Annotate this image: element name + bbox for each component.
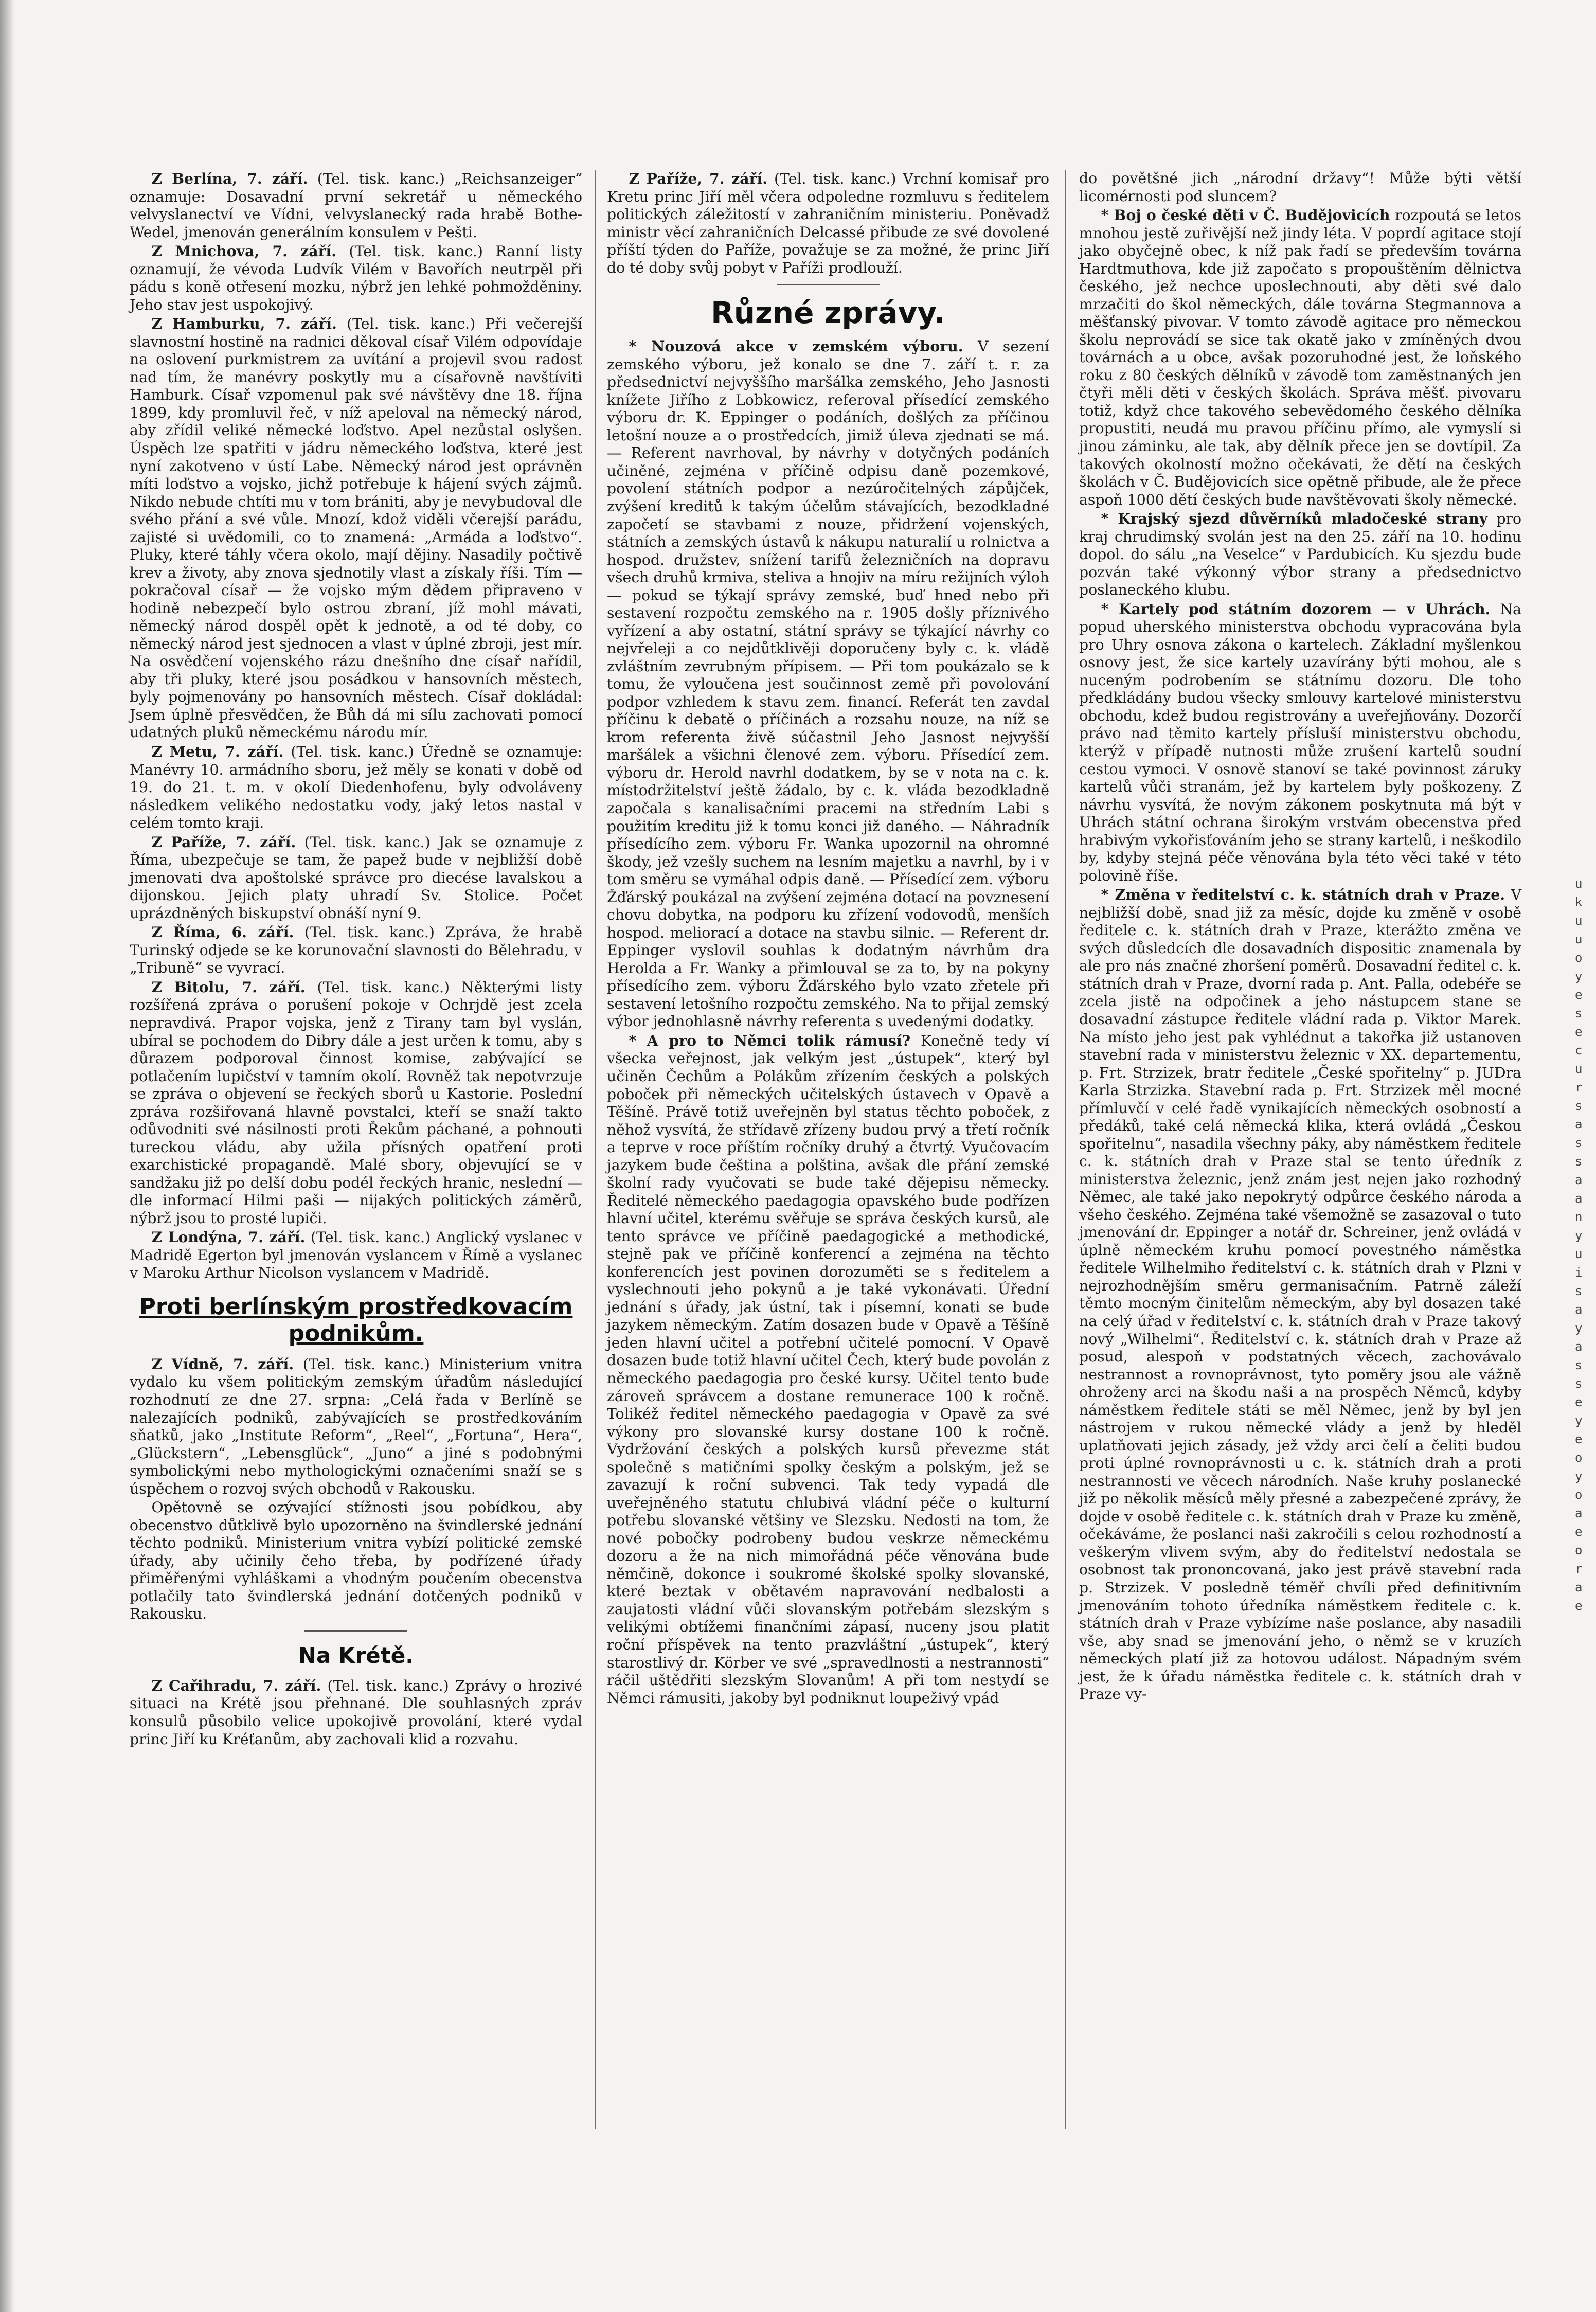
column-1-dispatches bbox=[130, 170, 582, 1282]
paragraph-text: (Tel. tisk. kanc.) Při večerejší slavnostní hostině na radnici děkoval císař Vilém odpovídaje na oslovení purkmistrem za uvítání a projevil svou radost nad tím, že manévry poskytly mu a císařovně navštíviti Hamburk. Císař vzpomenul pak své návštěvy dne 18. října 1899, kdy promluvil řeč, v níž apeloval na německý národ, aby zřídil veliké německé loďstvo. Apel nezůstal oslyšen. Úspěch lze spatřiti v jádru německého loďstva, které jest nyní zakotveno v ústí Labe. Německý národ jest oprávněn míti loďstvo a vojsko, jichž potřebuje k hájení svých zájmů. Nikdo nebude chtíti mu v tom brániti, aby je nevybudoval dle svého přání a své vůle. Mnozí, kdož viděli včerejší parádu, zajisté si uvědomili, co to znamená: „Armáda a loďstvo“. Pluky, které táhly včera okolo, mají dějiny. Nasadily počtivě krev a životy, aby znova sjednotily vlast a získaly říši. Tím — pokračoval císař — že vojsko mým dědem připraveno v hodině nebezpečí bylo ostrou zbraní, jíž mohl mávati, německý národ dospěl opět k jednotě, a od té doby, co německý národ jest sjednocen a vlast v úplné zbroji, jest mír. Na osvědčení vojenského rázu dnešního dne císař nařídil, aby tři pluky, které jsou posádkou v hansovních městech, byly pojmenovány po hansovních městech. Císař dokládal: Jsem úplně přesvědčen, že Bůh dá mi sílu zachovati pomocí udatných pluků německému národu mír. bbox=[130, 315, 582, 741]
edge-letter: y bbox=[1575, 1228, 1583, 1243]
paragraph-text: (Tel. tisk. kanc.) Anglický vyslanec v Madridě Egerton byl jmenován vyslancem v Římě a vyslanec v Maroku Arthur Nicolson vyslancem v Madridě. bbox=[130, 1229, 582, 1282]
article-paragraph bbox=[130, 1355, 582, 1498]
article-paragraph bbox=[1079, 886, 1521, 1703]
edge-letter: a bbox=[1575, 1580, 1583, 1594]
edge-letter: e bbox=[1575, 988, 1583, 1002]
edge-letter: e bbox=[1575, 1599, 1583, 1613]
edge-letter: a bbox=[1575, 1339, 1583, 1354]
dateline: * Krajský sjezd důvěrníků mladočeské strany bbox=[1101, 510, 1488, 528]
article-paragraph bbox=[130, 833, 582, 923]
dateline: Z Říma, 6. září. bbox=[151, 923, 294, 941]
section-divider bbox=[777, 284, 880, 285]
paragraph-text: (Tel. tisk. kanc.) Úředně se oznamuje: Manévry 10. armádního sboru, jež měly se konati v době od 19. do 21. t. m. v okolí Diedenhofenu, byly odvoláveny následkem velikého nedostatku vody, jaký letos nastal v celém tomto kraji. bbox=[130, 743, 582, 832]
column-1 bbox=[130, 170, 582, 1749]
edge-letter: s bbox=[1575, 1099, 1583, 1113]
heading-various-news: Různé zprávy. bbox=[711, 295, 945, 331]
heading-crete: Na Krétě. bbox=[298, 1642, 414, 1668]
dateline: Z Mnichova, 7. září. bbox=[151, 242, 337, 260]
scan-edge bbox=[0, 0, 14, 2312]
dateline: * Kartely pod státním dozorem — v Uhrách. bbox=[1101, 600, 1491, 618]
edge-letter: a bbox=[1575, 1173, 1583, 1187]
paragraph-text: (Tel. tisk. kanc.) Ranní listy oznamují, že vévoda Ludvík Vilém v Bavořích neutrpěl při pádu s koně otřesení mozku, nýbrž jen lehké pohmožděniny. Jeho stav jest uspokojivý. bbox=[130, 243, 582, 313]
edge-letter: a bbox=[1575, 1506, 1583, 1520]
edge-letter: u bbox=[1575, 913, 1583, 928]
edge-letter: s bbox=[1575, 1136, 1583, 1150]
edge-letter: s bbox=[1575, 1006, 1583, 1020]
article-paragraph bbox=[1079, 510, 1521, 599]
edge-letter: y bbox=[1575, 1413, 1583, 1428]
dateline: Z Berlína, 7. září. bbox=[151, 170, 308, 187]
paragraph-text: rozpoutá se letos mnohou jestě zuřivější než jindy léta. V poprdí agitace stojí jako obyčejně obec, k níž pak řadí se především továrna Hardtmuthova, kde již započato s propouštěním dělnictva českého, jež nechce uposlechnouti, aby děti své dalo mrzačiti do škol německých, dále továrna Stegmannova a měšťanský pivovar. V tomto závodě agitace pro německou školu neprovádí se sice tak okatě jako v zmíněných dvou továrnách a u obce, avšak pozoruhodné jest, že loňského roku z 80 českých dělníků v závodě tom zaměstnaných jen čtyři měli děti v českých školách. Správa měšť. pivovaru totiž, když chce takového sebevědomého českého dělníka propustiti, neudá mu pravou příčinu přímo, ale vymyslí si jinou záminku, ale tak, aby dělník přece jen se dovtípil. Za takových okolností možno očekávati, že dětí na českých školách v Č. Budějovicích sice opětně přibude, ale že přece aspoň 1000 dětí českých bude navštěvovati školy německé. bbox=[1079, 207, 1522, 508]
edge-letter: s bbox=[1575, 1154, 1583, 1169]
column-rule bbox=[595, 170, 596, 2129]
dateline: Z Paříže, 7. září. bbox=[151, 833, 296, 851]
edge-letter: s bbox=[1575, 1284, 1583, 1298]
edge-letter: a bbox=[1575, 1117, 1583, 1132]
article-paragraph bbox=[130, 978, 582, 1227]
paragraph-text: do povětšné jich „národní državy“! Může býti větší licomérnosti pod sluncem? bbox=[1079, 170, 1521, 205]
dateline: Z Paříže, 7. září. bbox=[629, 170, 768, 187]
dateline: Z Londýna, 7. září. bbox=[151, 1228, 306, 1246]
edge-letter: k bbox=[1575, 895, 1583, 909]
dateline: Z Hamburku, 7. září. bbox=[151, 315, 337, 333]
paragraph-text: Na popud uherského ministerstva obchodu vypracována byla pro Uhry osnova zákona o kartelech. Základní myšlenkou osnovy jest, že sice kartely uzavírány býti mohou, ale s nuceným podrobením se státnímu dozoru. Dle toho předkládány budou všecky smlouvy kartelové ministerstvu obchodu, kdež budou registrovány a uveřejňovány. Dozorčí právo nad těmito kartely přísluší ministerstvu obchodu, kterýž v případě nutnosti může zrušení kartelů soudní cestou vymoci. V osnově stanoví se také povinnost záruky kartelů vůči stranám, jež by kartelem byly poškozeny. Z návrhu vysvítá, že novým zákonem poskytnuta má být v Uhrách státní ochrana širokým vrstvám obecenstva před hrabivým vykořisťováním jeho se strany kartelů, i neškodilo by, kdyby stejná péče věnována byla této věci také v této polovině říše. bbox=[1079, 600, 1521, 884]
article-paragraph bbox=[130, 242, 582, 314]
dateline: * Změna v ředitelství c. k. státních drah v Praze. bbox=[1101, 886, 1505, 904]
article-paragraph bbox=[607, 1032, 1049, 1707]
column-2-dispatches bbox=[607, 170, 1049, 277]
edge-letter: r bbox=[1575, 1080, 1583, 1095]
dateline: * A pro to Němci tolik rámusí? bbox=[629, 1031, 911, 1049]
edge-letter: s bbox=[1575, 1358, 1583, 1372]
edge-letter: y bbox=[1575, 969, 1583, 983]
article-paragraph bbox=[1079, 206, 1521, 509]
article-paragraph bbox=[130, 1499, 582, 1623]
dateline: Z Vídně, 7. září. bbox=[151, 1355, 294, 1373]
edge-letter: y bbox=[1575, 1469, 1583, 1483]
edge-letter: i bbox=[1575, 1265, 1583, 1280]
column-2 bbox=[607, 170, 1049, 1708]
paragraph-text: (Tel. tisk. kanc.) Zprávy o hrozivé situaci na Krétě jsou přehnané. Dle souhlasných zpráv konsulů působilo velice upokojivě provolání, které vydal princ Jiří ku Kréťanům, aby zachovali klid a rozvahu. bbox=[130, 1677, 582, 1748]
paragraph-text: V sezení zemského výboru, jež konalo se dne 7. září t. r. za předsednictví nejvyššího maršálka zemského, Jeho Jasnosti knížete Jiřího z Lobkowicz, referoval přísedící zemského výboru dr. K. Eppinger o podáních, došlých za příčinou letošní nouze a o prostředcích, jimiž úleva zjednati se má. — Referent navrhoval, by návrhy v dotyčných podáních učiněné, zejména v příčině odpisu daně pozemkové, povolení státních podpor a nezúročitelných zápůjček, zvýšení kreditů k takým účelům stávajících, bezodkladné započetí se stavbami z nouze, přidržení vojenských, státních a zemských ústavů k nákupu naturalií u rolnictva a hospod. družstev, snížení tarifů železničních na dopravu všech druhů krmiva, steliva a hnojiv na míru režijních výloh — pokud se týkají správy zemské, buď hned nebo při sestavení rozpočtu zemského na r. 1905 došly příznivého vyřízení a aby ostatní, státní správy se týkající návrhy co nejvřeleji a co nejdůtklivěji doporučeny byly c. k. vládě zvláštním zevrubným přípisem. — Při tom poukázalo se k tomu, že vyloučena jest součinnost země při povolování podpor vzhledem k stavu zem. financí. Referát ten zavdal příčinu k debatě o příčinách a rozsahu nouze, na níž se krom referenta živě súčastnil Jeho Jasnost nejvyšší maršálek a všichni členové zem. výboru. Přísedící zem. výboru dr. Herold navrhl dodatkem, by se v nota na c. k. místodržitelství ještě žádalo, by c. k. vláda bezodkladně započala s kanalisačními pracemi na středním Labi s použitím kreditu již k tomu konci již daného. — Náhradník přísedícího zem. výboru Fr. Wanka upozornil na ohromné škody, jež vzešly suchem na lesním majetku a navrhl, by i v tom směru se vymáhal odpis daně. — Přísedící zem. výboru Žďárský poukázal na zvýšení zejména dotací na povznesení chovu dobytka, na podporu ku zřízení vodovodů, menších hospod. meliorací a dotace na stavbu silnic. — Referent dr. Eppinger vyslovil souhlas k dodatným návrhům dra Herolda a Fr. Wanky a přimlouval se za to, by na pokyny přísedícího zem. výboru Žďárského bylo vzato zřetele při sestavení letošního rozpočtu zemského. Na to přijal zemský výbor jednohlasně návrhy referenta s uvedenými dodatky. bbox=[607, 338, 1049, 1030]
edge-letter: a bbox=[1575, 1191, 1583, 1206]
column-1-berlin-article bbox=[130, 1355, 582, 1623]
article-paragraph bbox=[130, 170, 582, 241]
edge-letter: u bbox=[1575, 876, 1583, 891]
dateline: * Boj o české děti v Č. Budějovicích bbox=[1101, 206, 1390, 224]
edge-letter: e bbox=[1575, 1025, 1583, 1039]
edge-letter: e bbox=[1575, 1432, 1583, 1446]
edge-letter: o bbox=[1575, 1450, 1583, 1465]
paragraph-text: (Tel. tisk. kanc.) Některými listy rozšířená zpráva o porušení pokoje v Ochrjdě jest zcela nepravdivá. Prapor vojska, jenž z Tirany tam byl vyslán, ubíral se pochodem do Dibry dále a jest určen k tomu, aby s důrazem podporoval činnost komise, zabývající se potlačením lupičství v tamním okolí. Rovněž tak nepotvrzuje se zpráva o objevení se řeckých sborů u Kastorie. Poslední zpráva rozšiřovaná hlavně povstalci, kteří se snaží takto odůvodniti své násilnosti proti Řekům páchané, a pohnouti tureckou vládu, aby užila přísných opatření proti exarchistické propagandě. Malé sbory, objevující se v sandžaku již po delší dobu podél řeckých hranic, neslední — dle informací Hilmi paši — nijakých politických záměrů, nýbrž jsou to prosté lupiči. bbox=[130, 978, 583, 1227]
edge-letter: u bbox=[1575, 1062, 1583, 1076]
dateline: Z Metu, 7. září. bbox=[151, 743, 284, 760]
edge-letter: n bbox=[1575, 1210, 1583, 1224]
paragraph-text: V nejbližší době, snad již za měsíc, dojde ku změně v osobě ředitele c. k. státních drah v Praze, kterážto změna ve svých důsledcích dle dosavadních dispositic znamenala by ale pro nás značné zhoršení poměrů. Dosavadní ředitel c. k. státních drah v Praze, dvorní rada p. Ant. Palla, odebéře se zcela jistě na odpočinek a jeho nástupcem stane se dosavadní zástupce ředitele vládní rada p. Viktor Marek. Na místo jeho jest pak vyhlédnut a takořka již ustanoven stavební rada v ministerstvu železnic v XX. departementu, p. Frt. Strzizek, bratr ředitele „České spořitelny“ p. JUDra Karla Strzizka. Stavební rada p. Frt. Strzizek měl mocné přímluvčí v celé řadě vynikajících německých osobností a předáků, také celá německá klika, která ovládá „Českou spořitelnu“, nasadila všechny páky, aby náměstkem ředitele c. k. státních drah v Praze stal se tento úředník z ministerstva železnic, jenž znám jest nejen jako rozhodný Němec, ale také jako nepokrytý odpůrce českého národa a všeho českého. Zejména také všemožně se zasazoval o tuto jmenování dr. Eppinger a notář dr. Schreiner, jenž ovládá v úplně německém kruhu pomocí povestného náměstka ředitele Wilhelmiho ředitelství c. k. státních drah v Plzni v nejrozhodnějším směru germanisačním. Patrně záleží těmto mocným činitelům německým, aby byl dosazen také na celý úřad v ředitelství c. k. státních drah v Praze takový nový „Wilhelmi“. Ředitelství c. k. státních drah v Praze až posud, alespoň v podstatných věcech, zachovávalo nestrannost a rovnoprávnost, tyto poměry jsou ale vážně ohroženy arci na škodu naši a na prospěch Němců, kdyby náměstkem ředitele státi se měl Němec, jenž by byl jen nástrojem v rukou německé vlády a jenž by hleděl uplatňovati jejich zásady, jež vždy arci čelí a čeliti budou proti úplné rovnoprávnosti u c. k. státních drah a proti nestrannosti ve věcech národních. Naše kruhy poslanecké již po několik měsíců měly přesné a zabezpečené zprávy, že dojde v osobě ředitele c. k. státních drah v Praze ku změně, očekáváme, že poslanci naši zakročili s celou rozhodností a veškerým vlivem svým, aby do ředitelství nedostala se osobnost tak prononcovaná, jako jest právě stavební rada p. Strzizek. V posledně téměř chvíli před definitivním jmenováním tohoto úředníka náměstkem ředitele c. k. státních drah v Praze vybízíme naše poslance, aby nasadili vše, aby snad se jmenování jeho, o němž se v kruzích německých platí již za hotovou událost. Nápadným svém jest, že k úřadu náměstka ředitele c. k. státních drah v Praze vy- bbox=[1079, 886, 1521, 1703]
edge-letter: r bbox=[1575, 1562, 1583, 1576]
edge-letter: o bbox=[1575, 951, 1583, 965]
paragraph-text: pro kraj chrudimský svolán jest na den 25. září na 10. hodinu dopol. do sálu „na Veselce“ v Pardubicích. Ku sjezdu bude pozván také výkonný výbor strany a předsednictvo poslaneckého klubu. bbox=[1079, 510, 1521, 599]
edge-letter: o bbox=[1575, 1487, 1583, 1502]
edge-letter: s bbox=[1575, 1376, 1583, 1391]
paragraph-text: (Tel. tisk. kanc.) Zpráva, že hrabě Turinský odjede se ke korunovační slavnosti do Bělehradu, v „Tribuně“ se vyvrací. bbox=[130, 924, 582, 977]
article-paragraph bbox=[130, 1677, 582, 1748]
heading-berlin-agencies: Proti berlínským prostředkovacím podnikům. bbox=[139, 1293, 573, 1347]
article-paragraph bbox=[130, 743, 582, 832]
dateline: * Nouzová akce v zemském výboru. bbox=[629, 337, 963, 355]
article-paragraph bbox=[130, 923, 582, 977]
paragraph-text: (Tel. tisk. kanc.) Ministerium vnitra vydalo ku všem politickým zemským úřadům následující rozhodnutí ze dne 27. srpna: „Celá řada v Berlíně se nalezajících podniků, zabývajících se prostředkováním sňatků, jako „Institute Reform“, „Reel“, „Fortuna“, Hera“, „Glückstern“, „Lebensglück“, „Juno“ a jiné s podobnými symbolickými nebo mythologickými označeními snaží se s úspěchem o rozvoj svých obchodů v Rakousku. bbox=[130, 1355, 583, 1497]
paragraph-text: (Tel. tisk. kanc.) „Reichsanzeiger“ oznamuje: Dosavadní první sekretář u německého velvyslanectví ve Vídni, velvyslanecký rada hrabě Bothe-Wedel, jmenován generálním konsulem v Pešti. bbox=[130, 170, 582, 241]
edge-letter: e bbox=[1575, 1525, 1583, 1539]
article-paragraph bbox=[607, 337, 1049, 1031]
article-paragraph bbox=[130, 315, 582, 742]
column-rule bbox=[1065, 170, 1066, 2129]
edge-letter: c bbox=[1575, 1043, 1583, 1058]
adjacent-page-fragment bbox=[1575, 874, 1590, 1620]
edge-letter: u bbox=[1575, 932, 1583, 946]
dateline: Z Bitolu, 7. září. bbox=[151, 978, 306, 996]
edge-letter: u bbox=[1575, 1247, 1583, 1261]
edge-letter: o bbox=[1575, 1543, 1583, 1557]
paragraph-text: Konečně tedy ví všecka veřejnost, jak velkým jest „ústupek“, který byl učiněn Čechům a Polákům zřízením českých a polských poboček při německých učitelských ústavech v Opavě a Těšíně. Právě totiž uveřejněn byl status těchto poboček, z něhož vysvítá, že střídavě zřízeny budou prvý a třetí ročník a teprve v roce příštím ročníky druhý a čtvrtý. Vyučovacím jazykem bude čeština a polština, avšak dle přání zemské školní rady vyučovati se bude také dějepisu německy. Ředitelé německého paedagogia opavského bude podřízen hlavní učitel, kterému svěřuje se správa českých kursů, ale tento správce ve příčině paedagogické a methodické, stejně pak ve příčině konferencí a zejména na těchto konferencích jest povinen dorozuměti se s ředitelem a vyslechnouti jeho pokynů a je také vykonávati. Úřední jednání s úřady, jak ústní, tak i písemní, konati se bude jazykem německým. Zatím dosazen bude v Opavě a Těšíně jeden hlavní učitel a potřební učitelé pomocní. V Opavě dosazen bude totiž hlavní učitel Čech, který bude povolán z německého paedagogia pro české kursy. Učitel tento bude zároveň správcem a dostane remunerace 100 k ročně. Tolikéž ředitel německého paedagogia v Opavě za své výkony pro slovanské kursy dostane 100 k ročně. Vydržování českých a polských kursů převezme stát společně s matičními spolky českým a polským, jež se zavazují k roční subvenci. Tak tedy vypadá dle uveřejněného statutu chlubivá vládní péče o kulturní potřebu slovanské většiny ve Slezsku. Nedosti na tom, že nové pobočky podrobeny budou veskrze německému dozoru a že na nich mimořádná péče věnována bude němčině, dokonce i soukromé školské spolky slovanské, které beztak v obětavém napravování nedbalosti a zaujatosti vládní vůči slovanským potřebám slezským s velikými obtížemi finančními zápasí, nuceny jsou platit roční příspěvek na tento prazvláštní „ústupek“, který starostlivý dr. Körber ve své „spravedlnosti a nestrannosti“ ráčil uštědřiti slezským Slovanům! A při tom nestydí se Němci rámusiti, jakoby byl podniknut loupeživý vpád bbox=[607, 1032, 1050, 1707]
article-paragraph bbox=[1079, 600, 1521, 885]
column-3-news bbox=[1079, 170, 1521, 1704]
column-3 bbox=[1079, 170, 1521, 1705]
article-paragraph bbox=[607, 170, 1049, 277]
column-2-news bbox=[607, 337, 1049, 1707]
edge-letter: e bbox=[1575, 1395, 1583, 1409]
article-paragraph bbox=[130, 1228, 582, 1282]
paragraph-text: Opětovně se ozývající stížnosti jsou pobídkou, aby obecenstvo důtklivě bylo upozorněno na švindlerské jednání těchto podniků. Ministerium vnitra vybízí politické zemské úřady, aby učinily čeho třeba, by podřízené úřady přiměřenými vyhláškami a vhodným poučením obecenstva potlačily tato švindlerská jednání dotčených podniků v Rakousku. bbox=[130, 1499, 582, 1623]
column-1-crete-article bbox=[130, 1677, 582, 1748]
paragraph-text: (Tel. tisk. kanc.) Jak se oznamuje z Říma, ubezpečuje se tam, že papež bude v nejbližší době jmenovati dva apoštolské správce pro diecése lavalskou a dijonskou. Jejich platy uhradí Sv. Stolice. Počet uprázdněných biskupství obnáší nyní 9. bbox=[130, 833, 582, 922]
section-divider bbox=[304, 1630, 407, 1632]
edge-letter: a bbox=[1575, 1302, 1583, 1317]
paragraph-text: (Tel. tisk. kanc.) Vrchní komisař pro Kretu princ Jiří měl včera odpoledne rozmluvu s ředitelem politických záležitostí v zahraničním ministeriu. Poněvadž ministr věcí zahraničních Delcassé přibude ze své dovolené příští týden do Paříže, považuje se za možné, že princ Jiří do té doby svůj pobyt v Paříži prodlouží. bbox=[607, 170, 1049, 276]
dateline: Z Cařihradu, 7. září. bbox=[151, 1676, 321, 1694]
article-paragraph bbox=[1079, 170, 1521, 205]
edge-letter: y bbox=[1575, 1321, 1583, 1335]
